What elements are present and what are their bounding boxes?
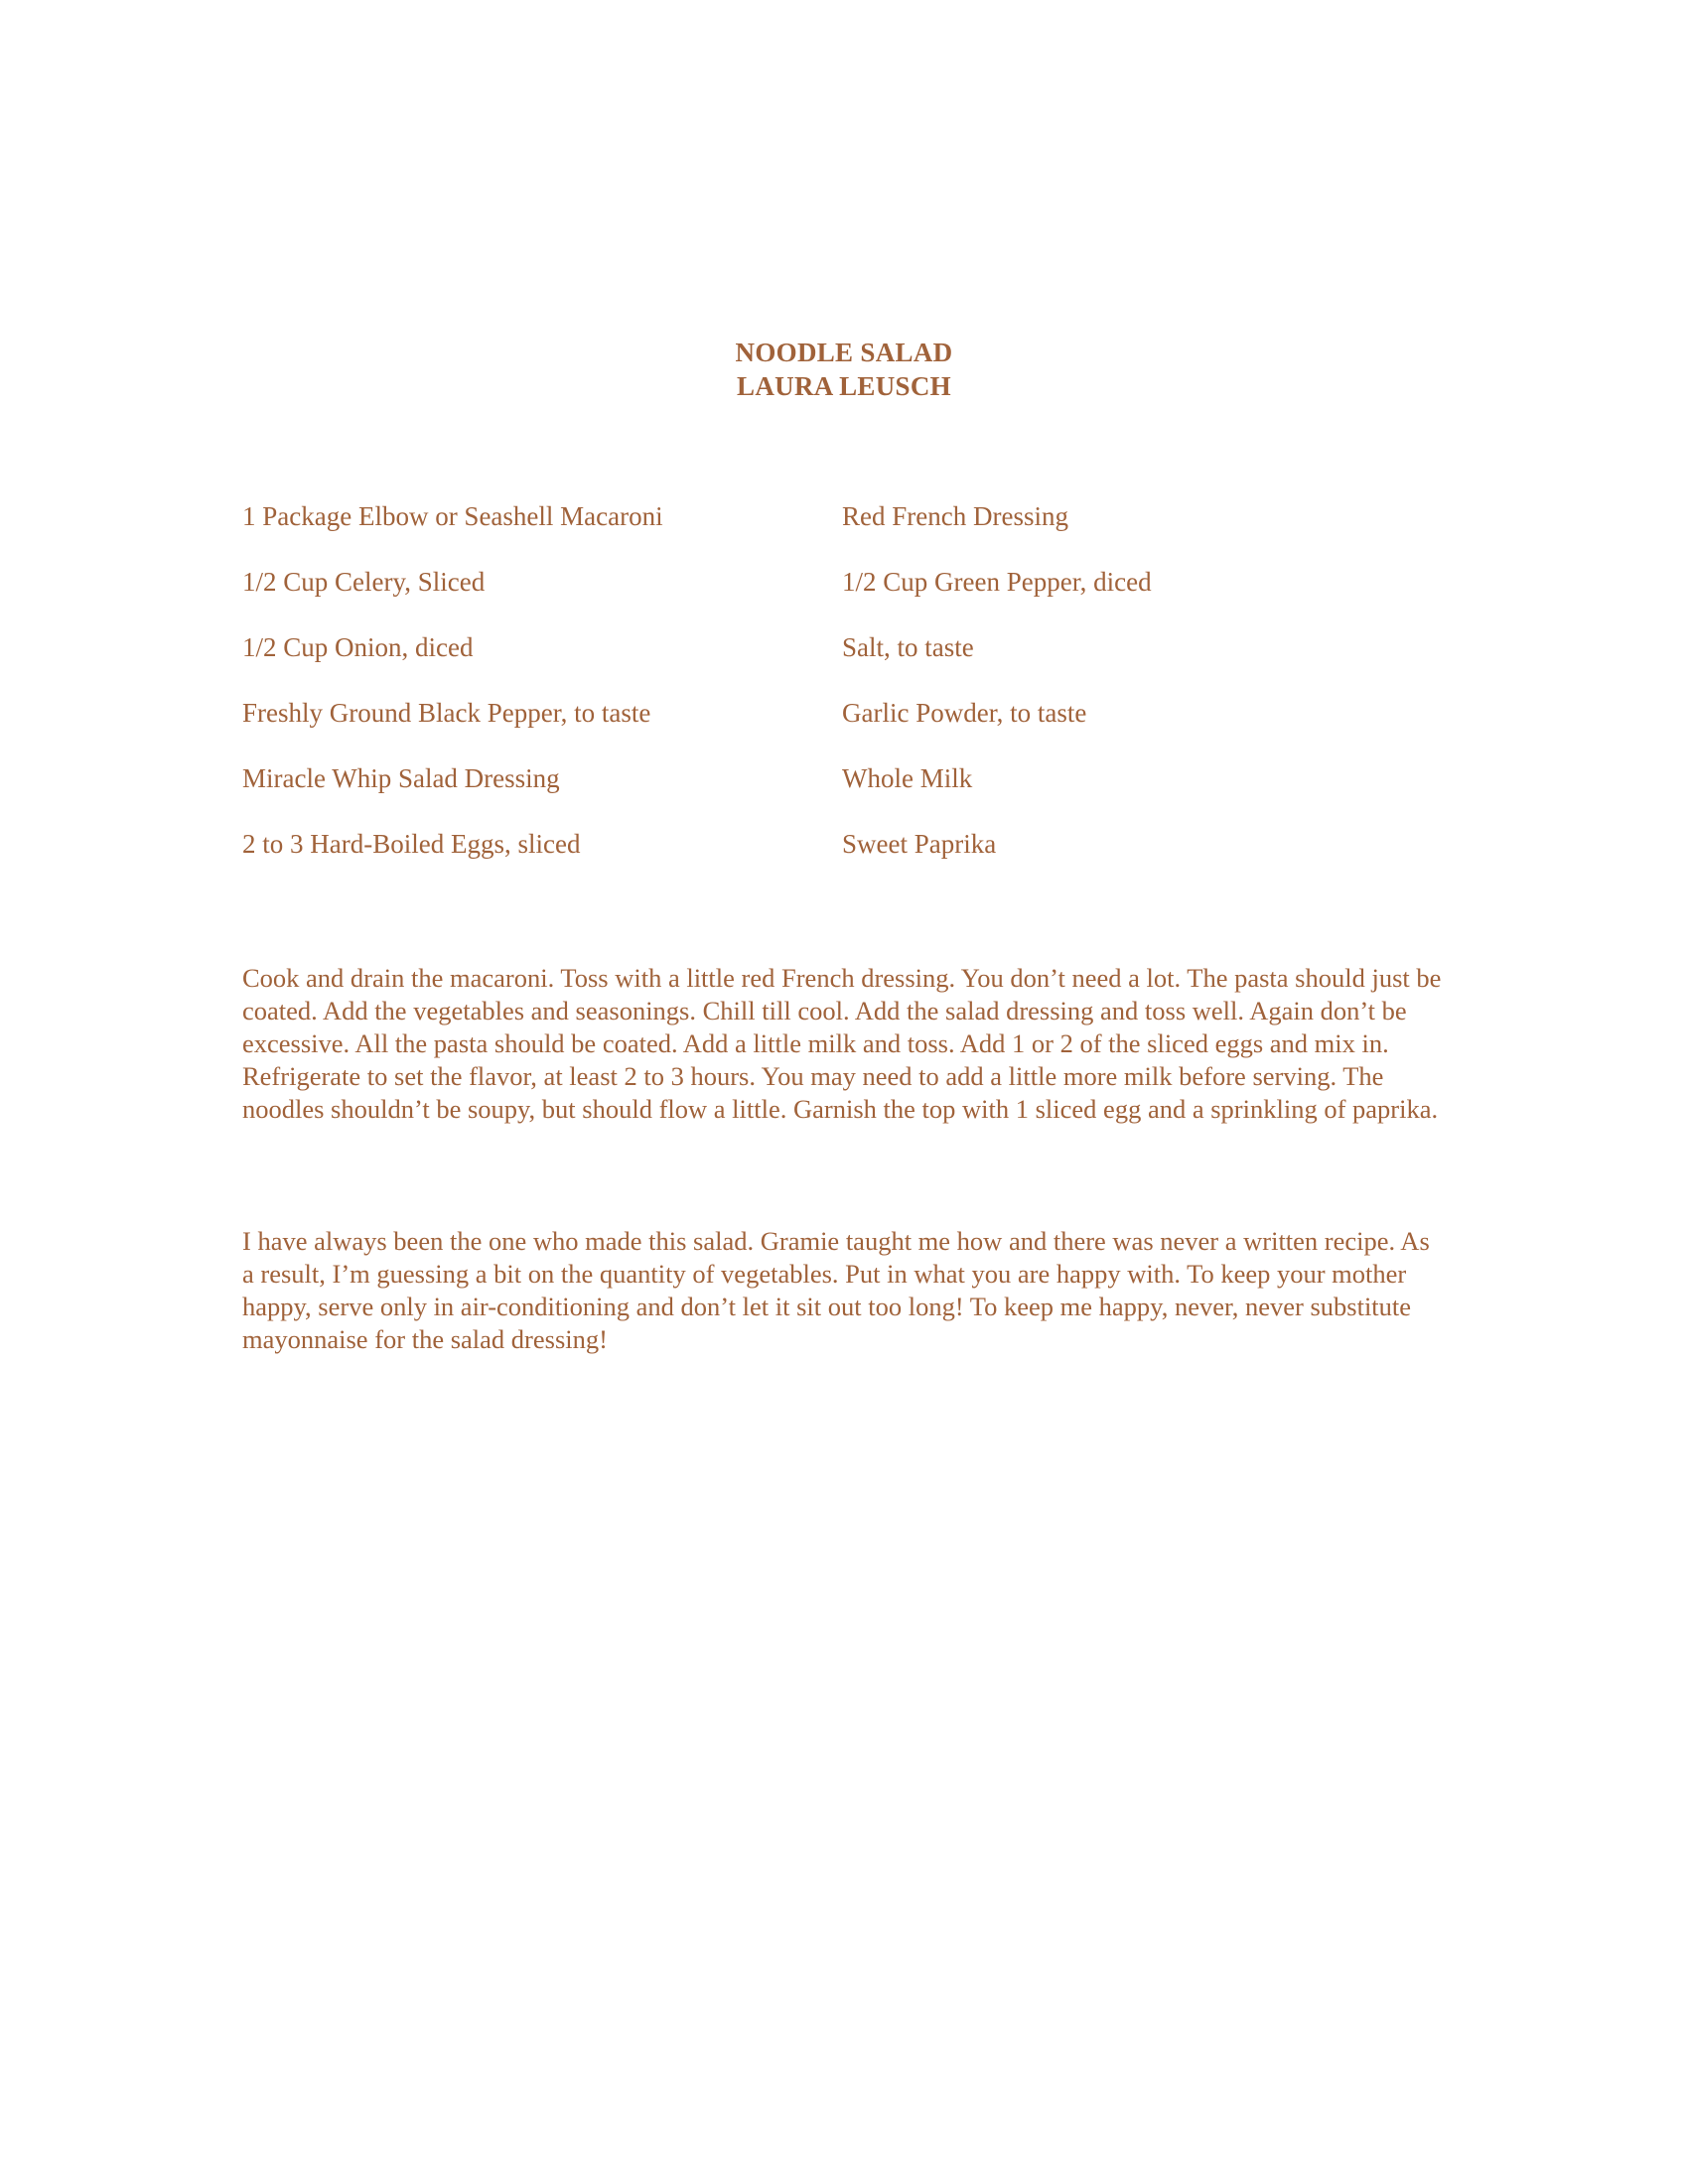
ingredient-item: Freshly Ground Black Pepper, to taste — [242, 698, 651, 728]
ingredients-column-right — [842, 499, 1152, 892]
ingredient-item: 1/2 Cup Onion, diced — [242, 632, 474, 662]
recipe-title: NOODLE SALAD — [735, 338, 953, 367]
ingredient-item: 1 Package Elbow or Seashell Macaroni — [242, 501, 663, 531]
ingredient-item: Garlic Powder, to taste — [842, 698, 1087, 728]
ingredient-item: Whole Milk — [842, 763, 973, 793]
ingredient-item: 1/2 Cup Green Pepper, diced — [842, 567, 1152, 597]
ingredient-item: 1/2 Cup Celery, Sliced — [242, 567, 486, 597]
ingredient-item: Miracle Whip Salad Dressing — [242, 763, 560, 793]
ingredient-item: 2 to 3 Hard-Boiled Eggs, sliced — [242, 829, 581, 859]
ingredient-item: Sweet Paprika — [842, 829, 997, 859]
ingredients-column-left — [242, 499, 663, 892]
personal-note-paragraph: I have always been the one who made this salad. Gramie taught me how and there was never a written recipe. As a result, I’m guessing a bit on the quantity of vegetables. Put in what you are happy with. To keep your mother happy, serve only in air-conditioning and don’t let it sit out too long! To keep me happy, never, never substitute mayonnaise for the salad dressing! — [242, 1226, 1430, 1354]
recipe-header — [0, 336, 1688, 403]
directions-paragraph: Cook and drain the macaroni. Toss with a little red French dressing. You don’t need a lot. The pasta should just be coated. Add the vegetables and seasonings. Chill till cool. Add the salad dressing and toss well. Again don’t be excessive. All the pasta should be coated. Add a little milk and toss. Add 1 or 2 of the sliced eggs and mix in. Refrigerate to set the flavor, at least 2 to 3 hours. You may need to add a little more milk before serving. The noodles shouldn’t be soupy, but should flow a little. Garnish the top with 1 sliced egg and a sprinkling of paprika. — [242, 963, 1442, 1124]
ingredient-item: Red French Dressing — [842, 501, 1068, 531]
ingredient-item: Salt, to taste — [842, 632, 974, 662]
recipe-author: LAURA LEUSCH — [737, 371, 951, 401]
